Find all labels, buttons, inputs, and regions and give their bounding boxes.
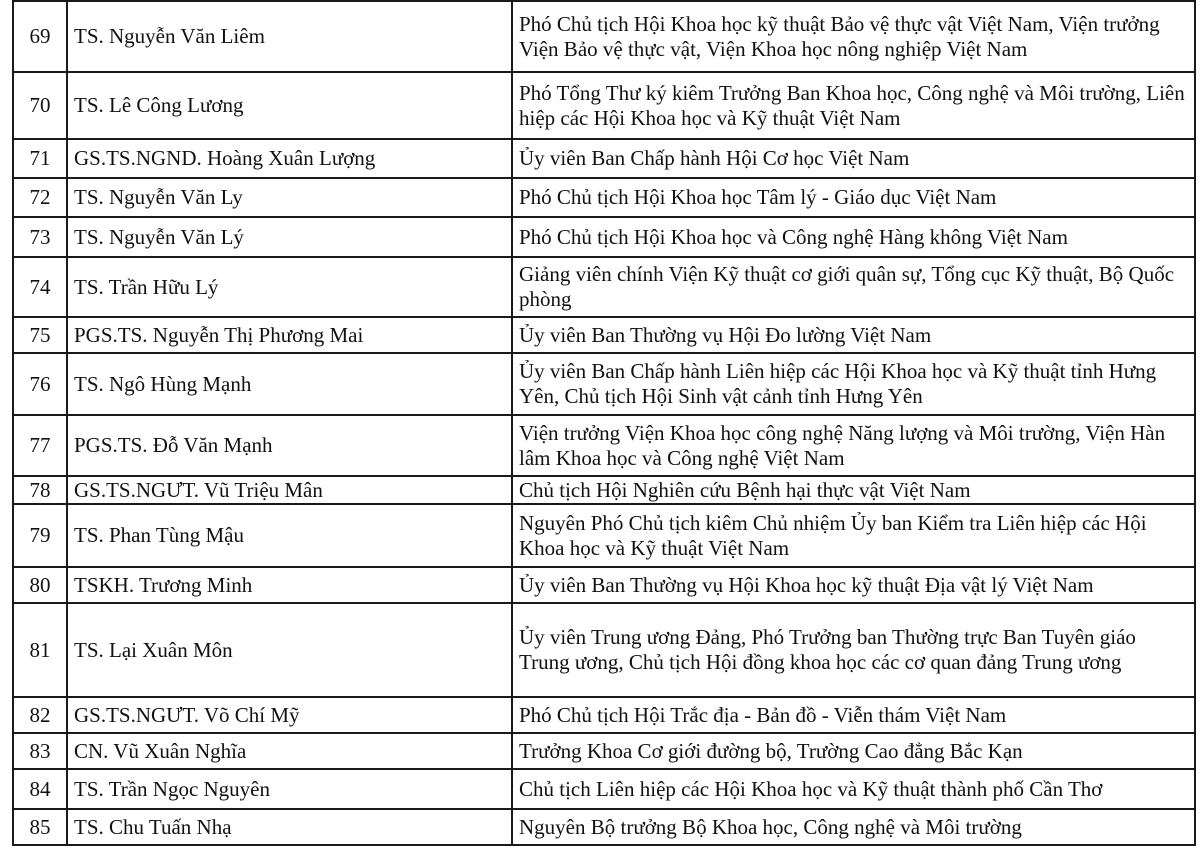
table-row <box>13 504 1195 567</box>
member-position <box>512 1 1195 72</box>
position-text: Chủ tịch Hội Nghiên cứu Bệnh hại thực vật Việt Nam <box>519 477 971 502</box>
position-text: Phó Chủ tịch Hội Khoa học Tâm lý - Giáo dục Việt Nam <box>519 185 997 209</box>
table-row <box>13 72 1195 139</box>
member-position <box>512 72 1195 139</box>
table-row <box>13 697 1195 733</box>
member-position <box>512 697 1195 733</box>
table-row <box>13 257 1195 317</box>
member-position <box>512 317 1195 353</box>
position-text: Giảng viên chính Viện Kỹ thuật cơ giới quân sự, Tổng cục Kỹ thuật, Bộ Quốc phòng <box>519 262 1175 311</box>
member-position <box>512 257 1195 317</box>
table-row <box>13 317 1195 353</box>
member-name: PGS.TS. Nguyễn Thị Phương Mai <box>67 317 512 353</box>
row-number: 84 <box>13 769 67 809</box>
position-text: Nguyên Phó Chủ tịch kiêm Chủ nhiệm Ủy ban Kiểm tra Liên hiệp các Hội Khoa học và Kỹ thuật Việt Nam <box>519 510 1147 560</box>
row-number: 82 <box>13 697 67 733</box>
member-position <box>512 769 1195 809</box>
member-position <box>512 733 1195 769</box>
member-name: PGS.TS. Đỗ Văn Mạnh <box>67 415 512 476</box>
position-text: Phó Chủ tịch Hội Trắc địa - Bản đồ - Viễn thám Việt Nam <box>519 702 1007 727</box>
table-row <box>13 1 1195 72</box>
table-row <box>13 353 1195 415</box>
member-position <box>512 353 1195 415</box>
member-table <box>12 0 1196 846</box>
row-number: 75 <box>13 317 67 353</box>
member-position <box>512 809 1195 845</box>
member-position <box>512 178 1195 217</box>
position-text: Chủ tịch Liên hiệp các Hội Khoa học và Kỹ thuật thành phố Cần Thơ <box>519 776 1103 801</box>
member-name: TS. Trần Hữu Lý <box>67 257 512 317</box>
position-text: Ủy viên Ban Chấp hành Hội Cơ học Việt Nam <box>519 146 910 170</box>
position-text: Ủy viên Ban Chấp hành Liên hiệp các Hội Khoa học và Kỹ thuật tỉnh Hưng Yên, Chủ tịch Hội Sinh vật cảnh tỉnh Hưng Yên <box>519 359 1157 408</box>
member-name: TS. Chu Tuấn Nhạ <box>67 809 512 845</box>
member-name: GS.TS.NGND. Hoàng Xuân Lượng <box>67 139 512 178</box>
position-text: Ủy viên Trung ương Đảng, Phó Trưởng ban Thường trực Ban Tuyên giáo Trung ương, Chủ tịch Hội đồng khoa học các cơ quan đảng Trung ương <box>519 625 1136 674</box>
table-row <box>13 415 1195 476</box>
row-number: 72 <box>13 178 67 217</box>
position-text: Nguyên Bộ trưởng Bộ Khoa học, Công nghệ và Môi trường <box>519 814 1022 839</box>
table-row <box>13 769 1195 809</box>
row-number: 79 <box>13 504 67 567</box>
member-position <box>512 603 1195 697</box>
row-number: 71 <box>13 139 67 178</box>
member-name: TS. Phan Tùng Mậu <box>67 504 512 567</box>
member-name: TSKH. Trương Minh <box>67 567 512 603</box>
member-name: TS. Lại Xuân Môn <box>67 603 512 697</box>
member-name: TS. Trần Ngọc Nguyên <box>67 769 512 809</box>
member-name: CN. Vũ Xuân Nghĩa <box>67 733 512 769</box>
row-number: 76 <box>13 353 67 415</box>
row-number: 77 <box>13 415 67 476</box>
member-name: TS. Ngô Hùng Mạnh <box>67 353 512 415</box>
member-name: TS. Nguyễn Văn Ly <box>67 178 512 217</box>
member-name: TS. Nguyễn Văn Lý <box>67 217 512 257</box>
member-name: GS.TS.NGƯT. Vũ Triệu Mân <box>67 476 512 504</box>
row-number: 81 <box>13 603 67 697</box>
member-position <box>512 504 1195 567</box>
position-text: Trưởng Khoa Cơ giới đường bộ, Trường Cao đẳng Bắc Kạn <box>519 738 1023 763</box>
member-position <box>512 567 1195 603</box>
table-row <box>13 476 1195 504</box>
table-row <box>13 217 1195 257</box>
table-row <box>13 139 1195 178</box>
position-text: Ủy viên Ban Thường vụ Hội Đo lường Việt Nam <box>519 322 932 347</box>
row-number: 74 <box>13 257 67 317</box>
row-number: 70 <box>13 72 67 139</box>
table-row <box>13 178 1195 217</box>
row-number: 78 <box>13 476 67 504</box>
member-position <box>512 415 1195 476</box>
row-number: 73 <box>13 217 67 257</box>
row-number: 85 <box>13 809 67 845</box>
row-number: 69 <box>13 1 67 72</box>
position-text: Phó Chủ tịch Hội Khoa học kỹ thuật Bảo vệ thực vật Việt Nam, Viện trưởng Viện Bảo vệ thực vật, Viện Khoa học nông nghiệp Việt Nam <box>519 11 1160 61</box>
position-text: Ủy viên Ban Thường vụ Hội Khoa học kỹ thuật Địa vật lý Việt Nam <box>519 572 1094 597</box>
row-number: 80 <box>13 567 67 603</box>
table-row <box>13 733 1195 769</box>
table-row <box>13 567 1195 603</box>
member-position <box>512 476 1195 504</box>
row-number: 83 <box>13 733 67 769</box>
member-name: TS. Nguyễn Văn Liêm <box>67 1 512 72</box>
member-name: GS.TS.NGƯT. Võ Chí Mỹ <box>67 697 512 733</box>
member-name: TS. Lê Công Lương <box>67 72 512 139</box>
table-row <box>13 809 1195 845</box>
position-text: Phó Chủ tịch Hội Khoa học và Công nghệ Hàng không Việt Nam <box>519 224 1068 249</box>
position-text: Viện trưởng Viện Khoa học công nghệ Năng lượng và Môi trường, Viện Hàn lâm Khoa học và Công nghệ Việt Nam <box>519 420 1166 470</box>
table-row <box>13 603 1195 697</box>
member-position <box>512 139 1195 178</box>
member-position <box>512 217 1195 257</box>
position-text: Phó Tổng Thư ký kiêm Trưởng Ban Khoa học, Công nghệ và Môi trường, Liên hiệp các Hội Khoa học và Kỹ thuật Việt Nam <box>519 80 1185 130</box>
